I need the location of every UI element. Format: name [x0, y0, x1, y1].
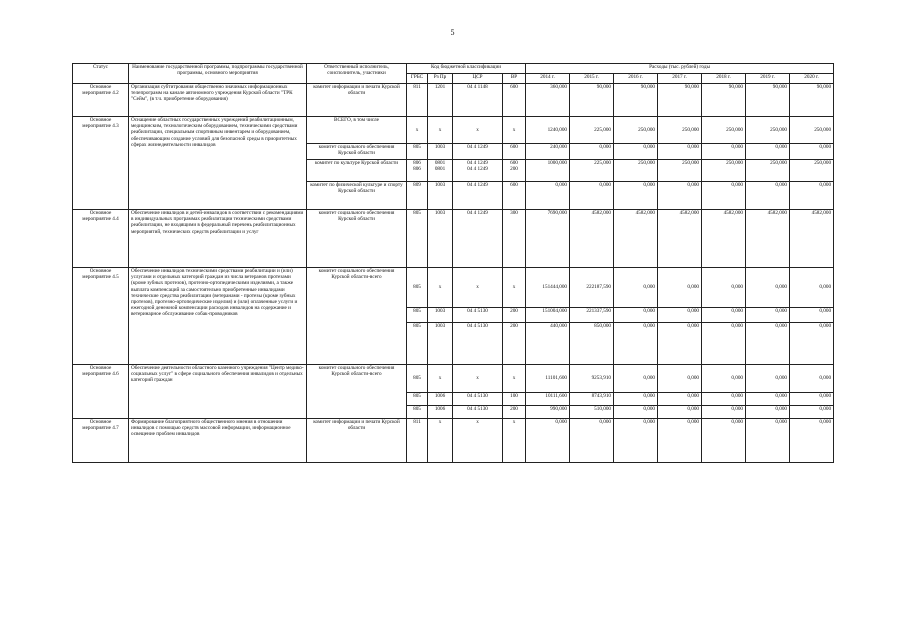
cell-csr: 04 4 5130: [453, 393, 503, 406]
cell-value: 0,000: [526, 419, 570, 463]
row-executor: комитет социального обеспечения Курской области-всего: [307, 365, 407, 419]
cell-value: 225,000: [570, 160, 614, 182]
row-status: Основное мероприятие 4.7: [73, 419, 129, 463]
cell-value: 360,000: [526, 84, 570, 117]
cell-rzpr: 1003: [428, 182, 453, 210]
cell-value: 0,000: [658, 323, 702, 365]
page-number: 5: [450, 28, 455, 37]
cell-vr: 200: [503, 323, 526, 365]
cell-value: 0,000: [658, 308, 702, 323]
row-status: Основное мероприятие 4.4: [73, 210, 129, 268]
cell-csr: 04 4 1249: [453, 182, 503, 210]
row-name: Формирование благоприятного общественного мнения в отношении инвалидов с помощью средств массовой информации, информационное освещение проблем инвалидов: [129, 419, 307, 463]
budget-table: [72, 63, 834, 463]
cell-grbs: 805: [407, 210, 428, 268]
cell-value: 0,000: [614, 365, 658, 393]
row-executor: комитет по физической культуре и спорту Курской области: [307, 182, 407, 210]
row-executor: комитет информации и печати Курской области: [307, 84, 407, 117]
cell-value: 0,000: [658, 406, 702, 419]
cell-vr: x: [503, 419, 526, 463]
cell-value: 90,000: [746, 84, 790, 117]
cell-value: 221337,590: [570, 308, 614, 323]
row-executor: комитет социального обеспечения Курской области: [307, 144, 407, 160]
cell-vr: 300: [503, 210, 526, 268]
cell-value: 990,000: [526, 406, 570, 419]
cell-grbs: 805: [407, 268, 428, 308]
cell-value: 0,000: [570, 182, 614, 210]
cell-value: 151004,000: [526, 308, 570, 323]
cell-value: 4582,000: [658, 210, 702, 268]
row-status: Основное мероприятие 4.2: [73, 84, 129, 117]
cell-value: 0,000: [614, 144, 658, 160]
cell-value: 0,000: [570, 144, 614, 160]
header-rzpr: Рз Пр: [428, 74, 453, 84]
cell-value: 0,000: [790, 268, 834, 308]
header-year: 2020 г.: [790, 74, 834, 84]
cell-value: 0,000: [702, 393, 746, 406]
header-year: 2016 г.: [614, 74, 658, 84]
header-grbs: ГРБС: [407, 74, 428, 84]
cell-value: 0,000: [702, 406, 746, 419]
cell-value: 0,000: [790, 393, 834, 406]
cell-value: 0,000: [790, 365, 834, 393]
cell-rzpr: x: [428, 117, 453, 144]
cell-value: 4582,000: [746, 210, 790, 268]
table-row: [73, 84, 834, 117]
row-name: Оснащение областных государственных учреждений реабилитационным, медицинским, технологическим оборудованием, техническими средствами реабилитации, специальным спортивным инвентарем и оборудованием, обеспечивающим создание условий для безопасной среды в приоритетных сферах жизнедеятельности инвалидов: [129, 117, 307, 210]
cell-value: 225,000: [570, 117, 614, 144]
cell-value: 0,000: [702, 182, 746, 210]
row-status: Основное мероприятие 4.3: [73, 117, 129, 210]
cell-value: 0,000: [746, 393, 790, 406]
cell-value: 10111,600: [526, 393, 570, 406]
cell-vr: 600 200: [503, 160, 526, 182]
cell-value: 0,000: [614, 393, 658, 406]
cell-value: 250,000: [614, 117, 658, 144]
row-name: Обеспечение инвалидов техническими средствами реабилитации и (или) услугами и отдельных категорий граждан из числа ветеранов протезами (кроме зубных протезов), протезно-ортопедическими изделиями, а также выплата компенсаций за самостоятельно приобретенные инвалидами технические средства реабилитации (ветеранами - протезы (кроме зубных протезов), протезно-ортопедические изделия) и (или) оплаченные услуги и ежегодной денежной компенсации расходов инвалидов на содержание и ветеринарное обслуживание собак-проводников: [129, 268, 307, 365]
header-vr: ВР: [503, 74, 526, 84]
cell-value: 222187,590: [570, 268, 614, 308]
cell-value: 250,000: [658, 160, 702, 182]
cell-value: 0,000: [658, 365, 702, 393]
cell-value: 0,000: [526, 182, 570, 210]
cell-value: 250,000: [746, 117, 790, 144]
cell-value: 1240,000: [526, 117, 570, 144]
cell-vr: 600: [503, 84, 526, 117]
cell-value: 0,000: [570, 419, 614, 463]
cell-csr: 04 4 5130: [453, 323, 503, 365]
cell-value: 0,000: [790, 406, 834, 419]
cell-value: 0,000: [614, 323, 658, 365]
cell-value: 0,000: [702, 323, 746, 365]
cell-value: 8743,910: [570, 393, 614, 406]
cell-grbs: 805: [407, 323, 428, 365]
cell-value: 0,000: [614, 182, 658, 210]
table-row: [73, 419, 834, 463]
cell-value: 0,000: [614, 406, 658, 419]
cell-csr: 04 4 1148: [453, 84, 503, 117]
cell-value: 90,000: [702, 84, 746, 117]
cell-value: 0,000: [702, 419, 746, 463]
header-code-group: Код бюджетной классификации: [407, 64, 526, 74]
cell-grbs: 806 806: [407, 160, 428, 182]
cell-rzpr: 1006: [428, 393, 453, 406]
cell-value: 510,000: [570, 406, 614, 419]
cell-value: 250,000: [790, 160, 834, 182]
cell-value: 4582,000: [702, 210, 746, 268]
cell-value: 250,000: [746, 160, 790, 182]
cell-vr: x: [503, 365, 526, 393]
cell-csr: x: [453, 117, 503, 144]
cell-value: 0,000: [746, 308, 790, 323]
row-executor: комитет социального обеспечения Курской области-всего: [307, 268, 407, 365]
cell-value: 0,000: [658, 182, 702, 210]
cell-value: 250,000: [614, 160, 658, 182]
cell-value: 250,000: [702, 160, 746, 182]
cell-value: 151444,000: [526, 268, 570, 308]
cell-rzpr: 1003: [428, 210, 453, 268]
cell-value: 4582,000: [570, 210, 614, 268]
cell-value: 0,000: [614, 419, 658, 463]
cell-value: 0,000: [790, 182, 834, 210]
cell-grbs: 811: [407, 84, 428, 117]
header-expenses-group: Расходы (тыс. рублей) годы: [526, 64, 834, 74]
cell-csr: 04 4 5130: [453, 406, 503, 419]
header-year: 2019 г.: [746, 74, 790, 84]
header-year: 2014 г.: [526, 74, 570, 84]
cell-value: 0,000: [702, 308, 746, 323]
cell-vr: 600: [503, 182, 526, 210]
cell-vr: 200: [503, 406, 526, 419]
cell-csr: 04 4 5130: [453, 308, 503, 323]
cell-value: 90,000: [658, 84, 702, 117]
header-year: 2017 г.: [658, 74, 702, 84]
cell-value: 0,000: [658, 419, 702, 463]
table-row: [73, 210, 834, 268]
cell-value: 850,000: [570, 323, 614, 365]
cell-value: 0,000: [746, 144, 790, 160]
row-executor: комитет информации и печати Курской области: [307, 419, 407, 463]
header-year: 2015 г.: [570, 74, 614, 84]
cell-rzpr: 1003: [428, 323, 453, 365]
cell-rzpr: x: [428, 268, 453, 308]
cell-csr: 04 4 1249 04 4 1249: [453, 160, 503, 182]
header-year: 2018 г.: [702, 74, 746, 84]
cell-value: 0,000: [790, 308, 834, 323]
cell-value: 9253,910: [570, 365, 614, 393]
cell-value: 0,000: [746, 182, 790, 210]
cell-value: 0,000: [746, 365, 790, 393]
header-csr: ЦСР: [453, 74, 503, 84]
table-row: [73, 268, 834, 308]
table-header: [73, 64, 834, 84]
row-name: Обеспечение инвалидов и детей-инвалидов в соответствии с рекомендациями в индивидуальных программах реабилитации техническими средствами реабилитации, не входящими в федеральный перечень реабилитационных мероприятий, технических средств реабилитации и услуг: [129, 210, 307, 268]
cell-value: 1000,000: [526, 160, 570, 182]
cell-vr: 200: [503, 308, 526, 323]
cell-grbs: 805: [407, 144, 428, 160]
cell-rzpr: 1003: [428, 144, 453, 160]
cell-value: 4582,000: [790, 210, 834, 268]
cell-grbs: 811: [407, 419, 428, 463]
cell-value: 250,000: [702, 117, 746, 144]
row-status: Основное мероприятие 4.6: [73, 365, 129, 419]
cell-grbs: 805: [407, 365, 428, 393]
cell-csr: 04 4 1249: [453, 210, 503, 268]
cell-vr: x: [503, 268, 526, 308]
table-body: [73, 84, 834, 463]
row-status: Основное мероприятие 4.5: [73, 268, 129, 365]
header-executor: Ответственный исполнитель, соисполнитель, участники: [307, 64, 407, 84]
cell-value: 0,000: [658, 144, 702, 160]
cell-grbs: 805: [407, 308, 428, 323]
cell-grbs: 805: [407, 406, 428, 419]
cell-rzpr: 0801 0801: [428, 160, 453, 182]
cell-value: 90,000: [614, 84, 658, 117]
cell-rzpr: 1006: [428, 406, 453, 419]
cell-grbs: 809: [407, 182, 428, 210]
cell-rzpr: 1003: [428, 308, 453, 323]
cell-value: 0,000: [790, 323, 834, 365]
cell-csr: x: [453, 365, 503, 393]
cell-value: 0,000: [702, 365, 746, 393]
cell-csr: 04 4 1249: [453, 144, 503, 160]
row-name: Обеспечение деятельности областного казенного учреждения "Центр медико-социальных услуг" в сфере социального обеспечения инвалидов и отдельных категорий граждан: [129, 365, 307, 419]
cell-value: 440,000: [526, 323, 570, 365]
cell-grbs: 805: [407, 393, 428, 406]
cell-value: 0,000: [614, 268, 658, 308]
row-executor: комитет по культуре Курской области: [307, 160, 407, 182]
cell-value: 0,000: [790, 419, 834, 463]
cell-grbs: x: [407, 117, 428, 144]
cell-value: 4582,000: [614, 210, 658, 268]
cell-value: 0,000: [746, 419, 790, 463]
cell-vr: 100: [503, 393, 526, 406]
header-name: Наименование государственной программы, подпрограммы государственной программы, основного мероприятия: [129, 64, 307, 84]
cell-value: 0,000: [746, 323, 790, 365]
cell-vr: x: [503, 117, 526, 144]
cell-csr: x: [453, 268, 503, 308]
cell-value: 240,000: [526, 144, 570, 160]
header-status: Статус: [73, 64, 129, 84]
cell-value: 0,000: [702, 268, 746, 308]
cell-value: 250,000: [658, 117, 702, 144]
row-executor: ВСЕГО, в том числе: [307, 117, 407, 144]
row-name: Организация субтитрования общественно значимых информационных телепрограмм на канале автономного учреждения Курской области "ТРК "Сейм", (в т.ч. приобретение оборудования): [129, 84, 307, 117]
cell-value: 90,000: [570, 84, 614, 117]
cell-value: 250,000: [790, 117, 834, 144]
table-row: [73, 365, 834, 393]
cell-rzpr: 1201: [428, 84, 453, 117]
cell-vr: 600: [503, 144, 526, 160]
cell-value: 0,000: [790, 144, 834, 160]
cell-value: 0,000: [746, 268, 790, 308]
cell-value: 11101,600: [526, 365, 570, 393]
cell-rzpr: x: [428, 365, 453, 393]
cell-value: 90,000: [790, 84, 834, 117]
cell-value: 0,000: [746, 406, 790, 419]
cell-value: 0,000: [658, 393, 702, 406]
cell-value: 0,000: [658, 268, 702, 308]
cell-value: 0,000: [702, 144, 746, 160]
cell-value: 0,000: [614, 308, 658, 323]
row-executor: комитет социального обеспечения Курской области: [307, 210, 407, 268]
table-row: [73, 117, 834, 144]
cell-rzpr: x: [428, 419, 453, 463]
cell-csr: x: [453, 419, 503, 463]
cell-value: 7690,000: [526, 210, 570, 268]
